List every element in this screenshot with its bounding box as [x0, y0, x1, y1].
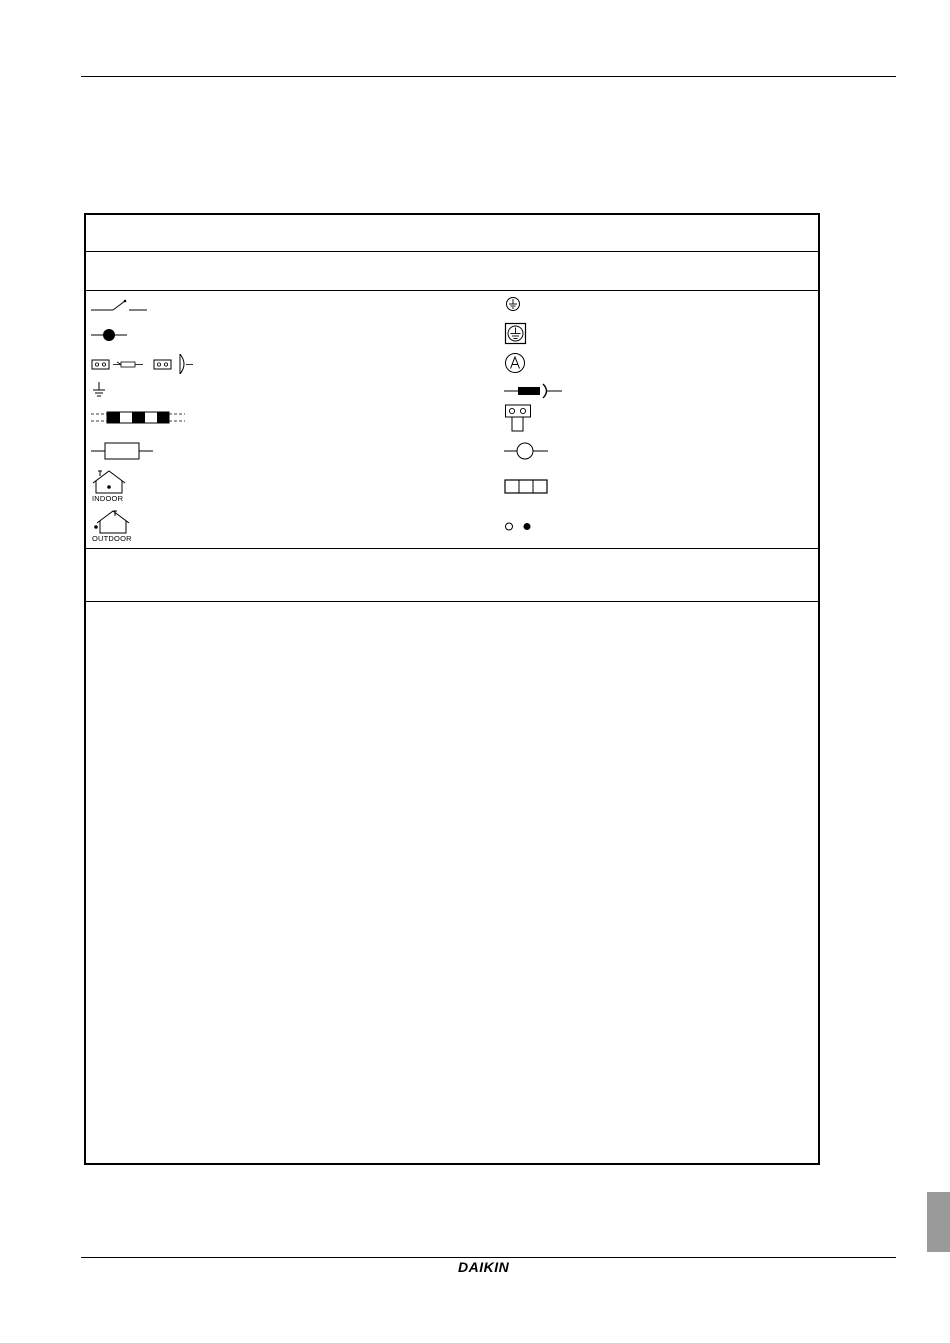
plug-connector-icon	[504, 381, 566, 401]
earth-icon	[91, 381, 111, 401]
daikin-logo: DAIKIN	[458, 1259, 510, 1275]
indoor-label: INDOOR	[92, 494, 124, 503]
connector-icon	[91, 353, 201, 377]
switch-icon	[91, 297, 151, 317]
table-divider	[86, 290, 818, 291]
terminal-strip-icon	[504, 479, 550, 495]
field-wiring-icon	[91, 410, 187, 426]
protective-earth-screw-icon	[505, 323, 527, 345]
relay-connector-icon	[505, 404, 535, 434]
connection-icon	[91, 325, 131, 345]
symbol-legend-table	[84, 213, 820, 1165]
fuse-icon	[91, 441, 157, 461]
indoor-house-icon	[91, 469, 131, 495]
table-divider	[86, 251, 818, 252]
terminal-dots-icon	[505, 521, 535, 533]
page-side-tab	[927, 1192, 950, 1252]
ammeter-icon	[504, 352, 526, 374]
terminal-icon	[504, 441, 552, 461]
footer-rule	[81, 1257, 896, 1258]
outdoor-label: OUTDOOR	[92, 534, 132, 543]
header-rule	[81, 76, 896, 77]
outdoor-house-icon	[91, 509, 133, 535]
protective-earth-icon	[505, 296, 521, 312]
table-divider	[86, 548, 818, 549]
table-divider	[86, 601, 818, 602]
